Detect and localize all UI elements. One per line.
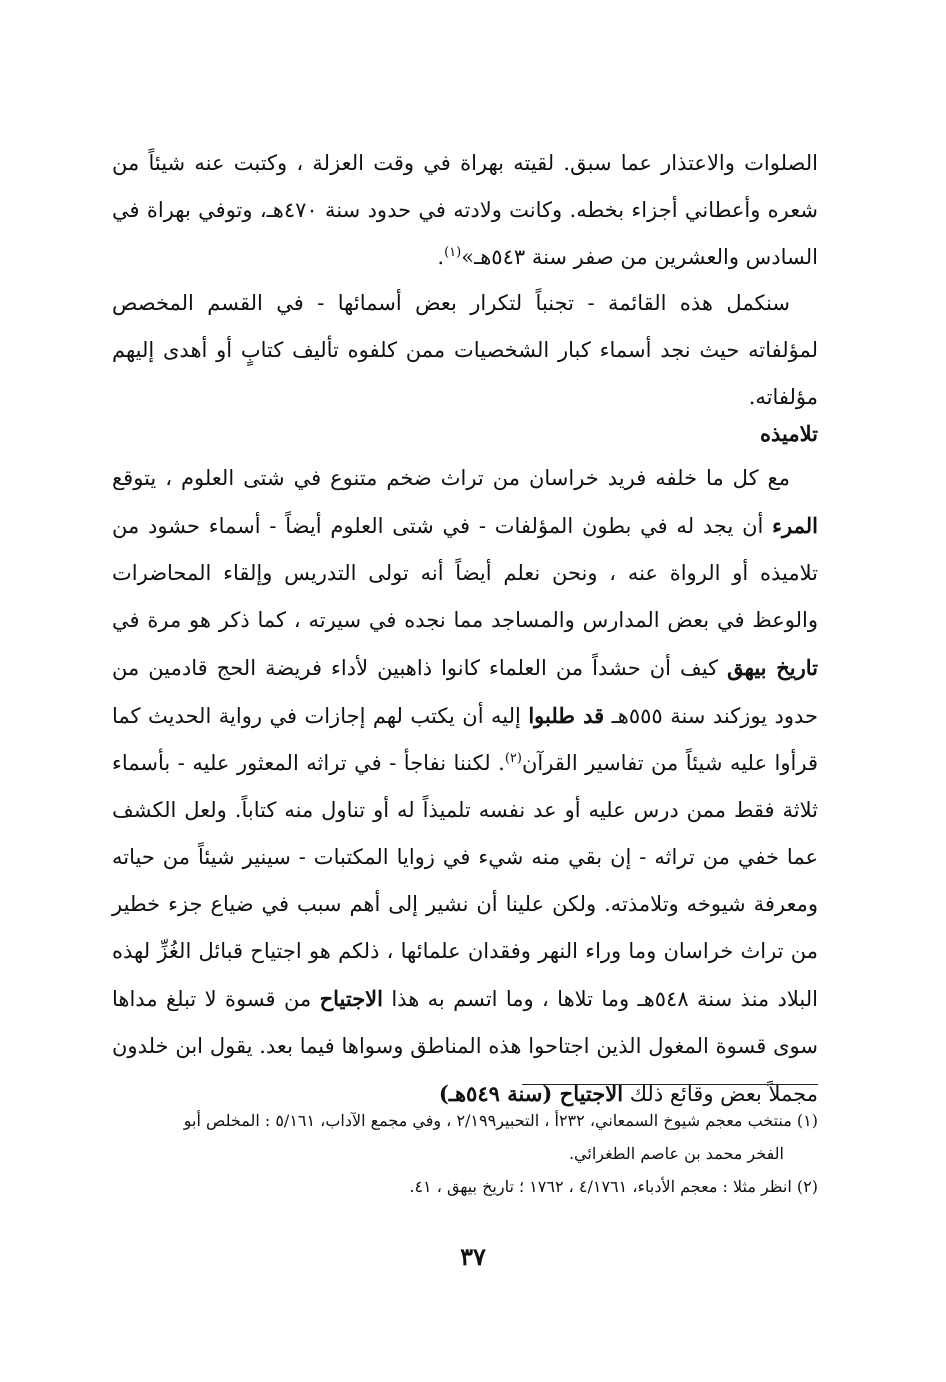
body-part-6: من قسوة لا تبلغ مداها سوى قسوة المغول الذين اجتاحوا هذه المناطق وسواها فيما بعد. يقول ابن خلدون مجملاً بعض وقائع ذلك (112, 987, 818, 1106)
body-part-5: . لكننا نفاجأ - في تراثه المعثور عليه - بأسماء ثلاثة فقط ممن درس عليه أو عد نفسه تلميذاً له أو تناول منه كتاباً. ولعل الكشف عما خفي من تراثه - إن بقي منه شيء في زوايا المكتبات - سينير شيئاً من حياته ومعرفة شيوخه وتلامذته. ولكن علينا أن نشير إلى أهم سبب في ضياع جزء خطير من تراث خراسان وما وراء النهر وفقدان علمائها ، ذلكم هو اجتياح قبائل الغُزِّ لهذه البلاد منذ سنة ٥٤٨هـ وما تلاها ، وما اتسم به هذا (112, 751, 818, 1011)
body-part-4: إليه أن يكتب لهم إجازات في رواية الحديث كما قرأوا عليه شيئاً من تفاسير القرآن (112, 704, 818, 775)
note-paragraph (112, 280, 818, 421)
body-bold-3: قد طلبوا (528, 703, 605, 728)
footnote-1-continued: الفخر محمد بن عاصم الطغرائي. (568, 1144, 784, 1163)
body-part-1: مع كل ما خلفه فريد خراسان من تراث ضخم متنوع في شتى العلوم ، يتوقع (112, 466, 790, 490)
body-bold-5: الاجتياح (319, 986, 383, 1011)
continued-paragraph-text (112, 140, 818, 281)
section-heading: تلاميذه (760, 421, 818, 446)
continued-paragraph (112, 140, 818, 281)
body-bold-1: المرء (772, 513, 818, 538)
body-part-2: أن يجد له في بطون المؤلفات - في شتى العلوم أيضاً - أسماء حشود من تلاميذه أو الرواة عنه ، ونحن نعلم أيضاً أنه تولى التدريس وإلقاء المحاضرات والوعظ في بعض المدارس والمساجد مما نجده في سيرته ، كما ذكر هو مرة في (112, 514, 818, 632)
continued-text-end: . (437, 245, 445, 269)
body-paragraph (112, 455, 818, 1118)
book-title-tarikh-bayhaq: تاريخ بيهق (727, 655, 818, 680)
body-paragraph-text (112, 455, 818, 1118)
page-number: ٣٧ (460, 1242, 486, 1271)
footnote-ref-1: (١) (444, 245, 462, 260)
footnote-2: (٢) انظر مثلا : معجم الأدباء، ٤/١٧٦١ ، ١٧٦٢ ؛ تاريخ بيهق ، ٤١. (409, 1177, 818, 1196)
body-part-3: كيف أن حشداً من العلماء كانوا ذاهبين لأداء فريضة الحج قادمين من حدود يوزكند سنة ٥٥٥هـ (112, 656, 819, 728)
footnote-ref-2: (٢) (504, 751, 522, 766)
footnote-separator (522, 1084, 818, 1085)
note-paragraph-text: سنكمل هذه القائمة - تجنباً لتكرار بعض أسمائها - في القسم المخصص لمؤلفاته حيث نجد أسماء كبار الشخصيات ممن كلفوه تأليف كتابٍ أو أهدى إليهم مؤلفاته. (112, 291, 818, 409)
body-bold-6: الاجتياح (سنة ٥٤٩هـ) (438, 1081, 624, 1106)
continued-text: الصلوات والاعتذار عما سبق. لقيته بهراة في وقت العزلة ، وكتبت عنه شيئاً من شعره وأعطاني أجزاء بخطه. وكانت ولادته في حدود سنة ٤٧٠هـ، وتوفي بهراة في السادس والعشرين من صفر سنة ٥٤٣هـ» (112, 151, 818, 269)
footnotes (112, 1104, 818, 1203)
footnote-1: (١) منتخب معجم شيوخ السمعاني، ٢٣٢أ ، التحبير٢/١٩٩ ، وفي مجمع الآداب، ٥/١٦١ : المخلص أبو (183, 1111, 818, 1130)
